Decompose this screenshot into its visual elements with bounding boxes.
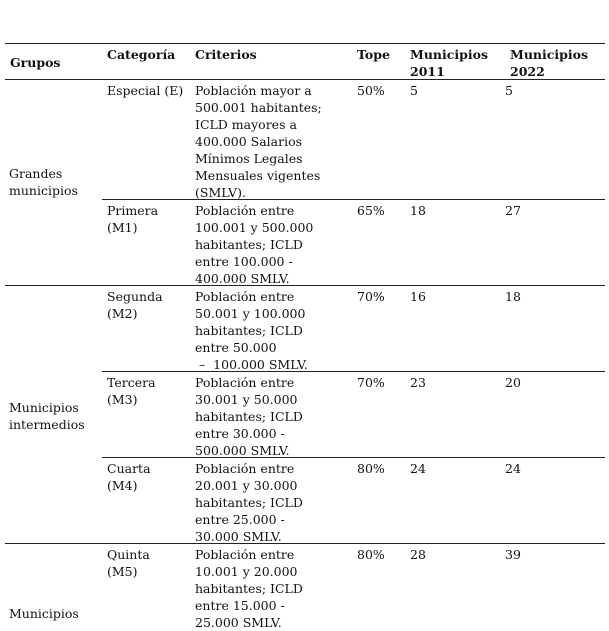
header-criterios: Criterios [195,47,257,62]
categoria-cell: Primera (M1) [107,203,159,235]
criterios-cell: Población entre 30.001 y 50.000 habitantes; ICLD entre 30.000 - 500.000 SMLV. [195,375,303,458]
categoria-cell: Especial (E) [107,83,184,98]
row-divider [102,371,605,372]
municipalities-table [5,43,605,630]
tope-cell: 70% [357,375,385,390]
criterios-cell: Población entre 20.001 y 30.000 habitantes; ICLD entre 25.000 - 30.000 SMLV. [195,461,303,544]
group-label: Municipios [9,606,79,621]
tope-cell: 65% [357,203,385,218]
categoria-cell: Tercera (M3) [107,375,156,407]
criterios-cell: Población entre 50.001 y 100.000 habitantes; ICLD entre 50.000 – 100.000 SMLV. [195,289,308,372]
municipios-2022-cell: 27 [505,203,521,218]
tope-cell: 80% [357,461,385,476]
header-tope: Tope [357,47,390,62]
group-divider [5,543,605,544]
row-divider [102,199,605,200]
header-categoria: Categoría [107,47,176,62]
categoria-cell: Quinta (M5) [107,547,150,579]
categoria-cell: Segunda (M2) [107,289,163,321]
group-label: Grandes municipios [9,166,78,198]
header-municipios-2022: Municipios 2022 [510,47,588,79]
tope-cell: 80% [357,547,385,562]
municipios-2022-cell: 18 [505,289,521,304]
criterios-cell: Población mayor a 500.001 habitantes; ICLD mayores a 400.000 Salarios Mínimos Legales Mensuales vigentes (SMLV). [195,83,322,200]
municipios-2022-cell: 39 [505,547,521,562]
header-municipios-2011: Municipios 2011 [410,47,488,79]
municipios-2022-cell: 24 [505,461,521,476]
municipios-2022-cell: 20 [505,375,521,390]
municipios-2011-cell: 18 [410,203,426,218]
criterios-cell: Población entre 100.001 y 500.000 habitantes; ICLD entre 100.000 - 400.000 SMLV. [195,203,314,286]
header-divider [5,79,605,80]
tope-cell: 50% [357,83,385,98]
group-label: Municipios intermedios [9,400,85,432]
header-grupos: Grupos [10,55,61,70]
municipios-2011-cell: 5 [410,83,418,98]
tope-cell: 70% [357,289,385,304]
row-divider [102,457,605,458]
municipios-2011-cell: 23 [410,375,426,390]
municipios-2011-cell: 16 [410,289,426,304]
criterios-cell: Población entre 10.001 y 20.000 habitantes; ICLD entre 15.000 - 25.000 SMLV. [195,547,303,630]
categoria-cell: Cuarta (M4) [107,461,151,493]
municipios-2022-cell: 5 [505,83,513,98]
municipios-2011-cell: 28 [410,547,426,562]
municipios-2011-cell: 24 [410,461,426,476]
